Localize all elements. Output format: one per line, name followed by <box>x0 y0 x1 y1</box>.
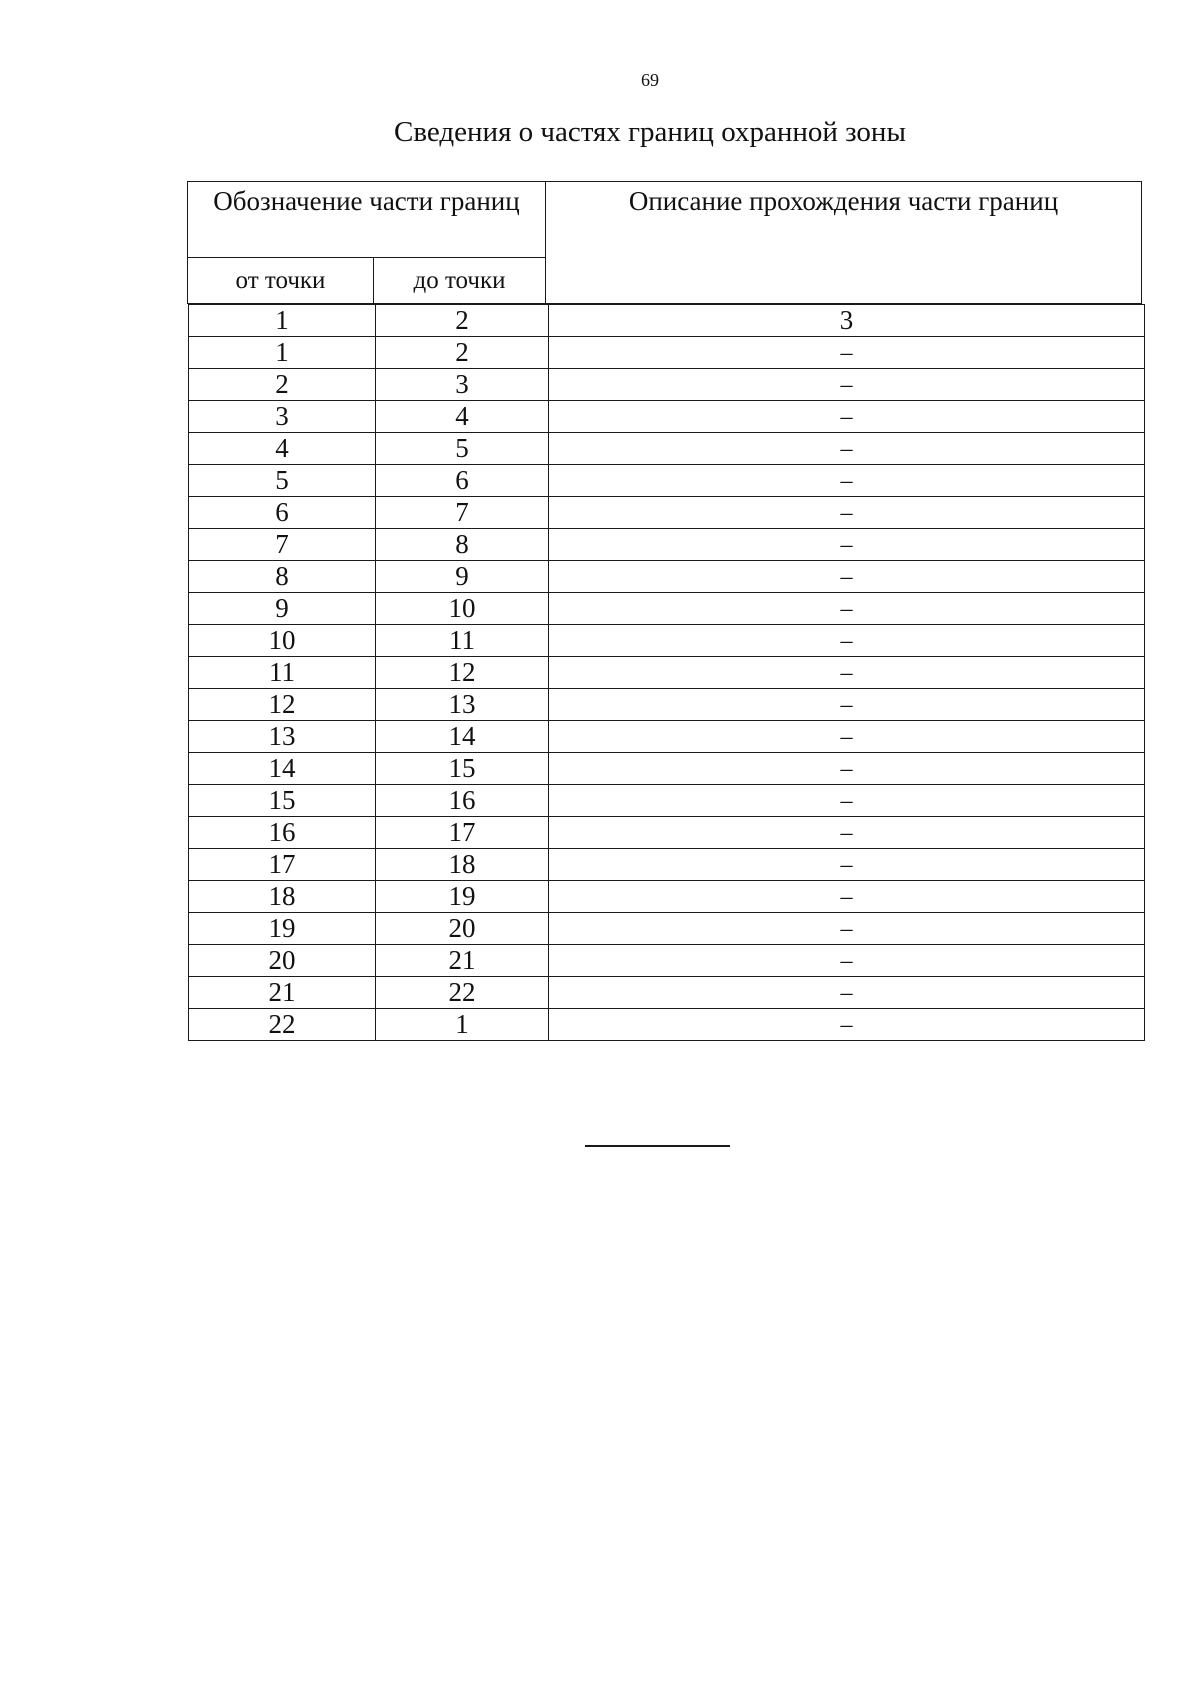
from-point-cell: 19 <box>189 913 376 945</box>
description-cell: – <box>549 657 1145 689</box>
document-title: Сведения о частях границ охранной зоны <box>394 116 906 148</box>
to-point-cell: 12 <box>376 657 549 689</box>
table-row <box>189 657 1145 689</box>
to-point-cell: 17 <box>376 817 549 849</box>
to-point-cell: 6 <box>376 465 549 497</box>
description-cell: – <box>549 817 1145 849</box>
to-point-cell: 10 <box>376 593 549 625</box>
description-cell: – <box>549 881 1145 913</box>
table-body <box>188 304 1145 1041</box>
table-row <box>189 593 1145 625</box>
description-cell: – <box>549 977 1145 1009</box>
from-point-cell: 9 <box>189 593 376 625</box>
from-point-cell: 20 <box>189 945 376 977</box>
to-point-cell: 1 <box>376 1009 549 1041</box>
from-point-cell: 10 <box>189 625 376 657</box>
from-point-cell: 12 <box>189 689 376 721</box>
column-number-cell: 3 <box>549 305 1145 337</box>
from-point-cell: 3 <box>189 401 376 433</box>
from-point-cell: 4 <box>189 433 376 465</box>
table-row <box>189 817 1145 849</box>
description-cell: – <box>549 561 1145 593</box>
column-number-cell: 1 <box>189 305 376 337</box>
from-point-cell: 7 <box>189 529 376 561</box>
from-point-cell: 17 <box>189 849 376 881</box>
from-point-cell: 15 <box>189 785 376 817</box>
table-row <box>189 1009 1145 1041</box>
to-point-cell: 3 <box>376 369 549 401</box>
description-cell: – <box>549 849 1145 881</box>
header-to-cell: до точки <box>374 258 546 304</box>
table-row <box>189 881 1145 913</box>
description-cell: – <box>549 465 1145 497</box>
table-row <box>189 529 1145 561</box>
table-row <box>189 753 1145 785</box>
table-row <box>189 625 1145 657</box>
table-row <box>189 401 1145 433</box>
to-point-cell: 13 <box>376 689 549 721</box>
table-row <box>189 337 1145 369</box>
table-row <box>189 721 1145 753</box>
from-point-cell: 22 <box>189 1009 376 1041</box>
to-point-cell: 8 <box>376 529 549 561</box>
to-point-cell: 11 <box>376 625 549 657</box>
from-point-cell: 1 <box>189 337 376 369</box>
to-point-cell: 22 <box>376 977 549 1009</box>
end-divider <box>585 1145 730 1147</box>
description-cell: – <box>549 945 1145 977</box>
description-cell: – <box>549 369 1145 401</box>
to-point-cell: 9 <box>376 561 549 593</box>
from-point-cell: 18 <box>189 881 376 913</box>
table-row <box>189 785 1145 817</box>
from-point-cell: 8 <box>189 561 376 593</box>
description-cell: – <box>549 401 1145 433</box>
table-row <box>189 497 1145 529</box>
from-point-cell: 2 <box>189 369 376 401</box>
table-header <box>187 181 1142 304</box>
description-cell: – <box>549 593 1145 625</box>
description-cell: – <box>549 529 1145 561</box>
to-point-cell: 20 <box>376 913 549 945</box>
page-number: 69 <box>641 70 659 90</box>
table-row <box>189 945 1145 977</box>
from-point-cell: 14 <box>189 753 376 785</box>
description-cell: – <box>549 433 1145 465</box>
to-point-cell: 14 <box>376 721 549 753</box>
to-point-cell: 5 <box>376 433 549 465</box>
table-row <box>189 689 1145 721</box>
description-cell: – <box>549 337 1145 369</box>
description-cell: – <box>549 1009 1145 1041</box>
to-point-cell: 4 <box>376 401 549 433</box>
description-cell: – <box>549 721 1145 753</box>
from-point-cell: 13 <box>189 721 376 753</box>
description-cell: – <box>549 497 1145 529</box>
description-cell: – <box>549 625 1145 657</box>
to-point-cell: 18 <box>376 849 549 881</box>
header-description-cell: Описание прохождения части границ <box>546 182 1142 304</box>
table-row <box>189 561 1145 593</box>
from-point-cell: 21 <box>189 977 376 1009</box>
from-point-cell: 16 <box>189 817 376 849</box>
to-point-cell: 16 <box>376 785 549 817</box>
to-point-cell: 7 <box>376 497 549 529</box>
column-number-row <box>189 305 1145 337</box>
to-point-cell: 19 <box>376 881 549 913</box>
header-group-cell: Обозначение части границ <box>188 182 546 258</box>
from-point-cell: 6 <box>189 497 376 529</box>
table-row <box>189 849 1145 881</box>
to-point-cell: 21 <box>376 945 549 977</box>
description-cell: – <box>549 785 1145 817</box>
header-from-cell: от точки <box>188 258 374 304</box>
description-cell: – <box>549 689 1145 721</box>
table-row <box>189 977 1145 1009</box>
to-point-cell: 15 <box>376 753 549 785</box>
description-cell: – <box>549 913 1145 945</box>
description-cell: – <box>549 753 1145 785</box>
from-point-cell: 5 <box>189 465 376 497</box>
from-point-cell: 11 <box>189 657 376 689</box>
table-row <box>189 913 1145 945</box>
to-point-cell: 2 <box>376 337 549 369</box>
table-row <box>189 465 1145 497</box>
table-row <box>189 369 1145 401</box>
column-number-cell: 2 <box>376 305 549 337</box>
table-row <box>189 433 1145 465</box>
